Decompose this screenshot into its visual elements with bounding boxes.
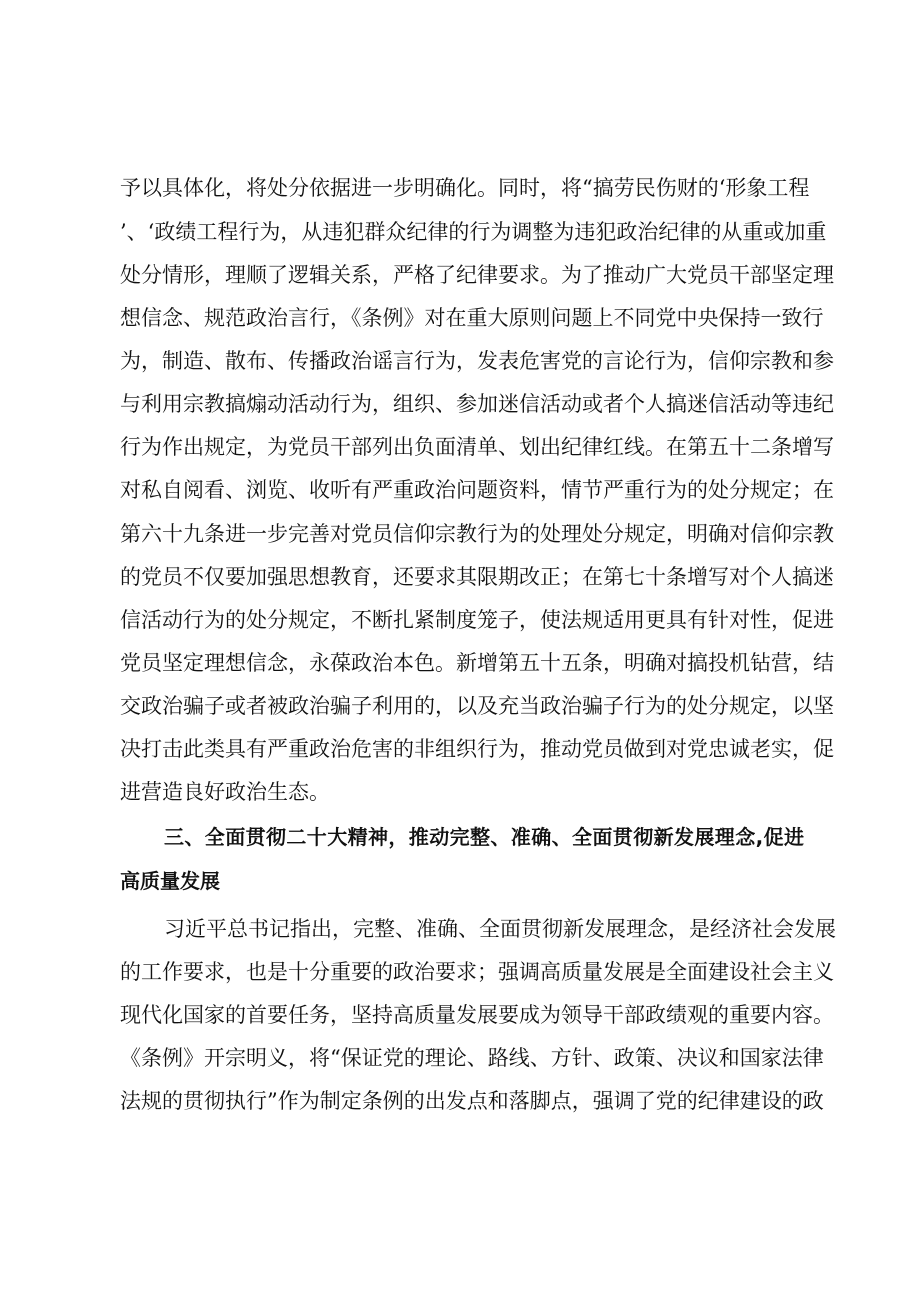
body-text-line: 的党员不仅要加强思想教育，还要求其限期改正；在第七十条增写对个人搞迷 <box>120 565 834 589</box>
body-text-line: 想信念、规范政治言行，《条例》对在重大原则问题上不同党中央保持一致行 <box>120 306 824 330</box>
body-text-line: 习近平总书记指出，完整、准确、全面贯彻新发展理念，是经济社会发展 <box>164 917 836 941</box>
body-text-line: 与利用宗教搞煽动活动行为，组织、参加迷信活动或者个人搞迷信活动等违纪 <box>120 392 834 416</box>
body-text-line: 处分情形，理顺了逻辑关系，严格了纪律要求。为了推动广大党员干部坚定理 <box>120 263 834 287</box>
body-text-line: 《条例》开宗明义，将“保证党的理论、路线、方针、政策、决议和国家法律 <box>120 1046 824 1070</box>
body-text-line: ’、‘政绩工程行为，从违犯群众纪律的行为调整为违犯政治纪律的从重或加重 <box>120 220 827 244</box>
body-text-line: 行为作出规定，为党员干部列出负面清单、划出纪律红线。在第五十二条增写 <box>120 435 834 459</box>
section-heading: 三、全面贯彻二十大精神，推动完整、准确、全面贯彻新发展理念,促进 <box>164 825 804 849</box>
body-text-line: 对私自阅看、浏览、收听有严重政治问题资料，情节严重行为的处分规定；在 <box>120 478 834 502</box>
body-text-line: 交政治骗子或者被政治骗子利用的，以及充当政治骗子行为的处分规定，以坚 <box>120 694 834 718</box>
body-text-line: 进营造良好政治生态。 <box>120 780 330 804</box>
section-heading-continued: 高质量发展 <box>120 869 220 893</box>
body-text-line: 予以具体化，将处分依据进一步明确化。同时，将“搞劳民伤财的‘形象工程 <box>120 176 810 200</box>
body-text-line: 现代化国家的首要任务，坚持高质量发展要成为领导干部政绩观的重要内容。 <box>120 1003 834 1027</box>
body-text-line: 为，制造、散布、传播政治谣言行为，发表危害党的言论行为，信仰宗教和参 <box>120 349 834 373</box>
body-text-line: 决打击此类具有严重政治危害的非组织行为，推动党员做到对党忠诚老实，促 <box>120 737 834 761</box>
body-text-line: 信活动行为的处分规定，不断扎紧制度笼子，使法规适用更具有针对性，促进 <box>120 608 834 632</box>
body-text-line: 党员坚定理想信念，永葆政治本色。新增第五十五条，明确对搞投机钻营，结 <box>120 651 834 675</box>
body-text-line: 的工作要求，也是十分重要的政治要求；强调高质量发展是全面建设社会主义 <box>120 960 834 984</box>
body-text-line: 法规的贯彻执行”作为制定条例的出发点和落脚点，强调了党的纪律建设的政 <box>120 1089 824 1113</box>
body-text-line: 第六十九条进一步完善对党员信仰宗教行为的处理处分规定，明确对信仰宗教 <box>120 522 834 546</box>
